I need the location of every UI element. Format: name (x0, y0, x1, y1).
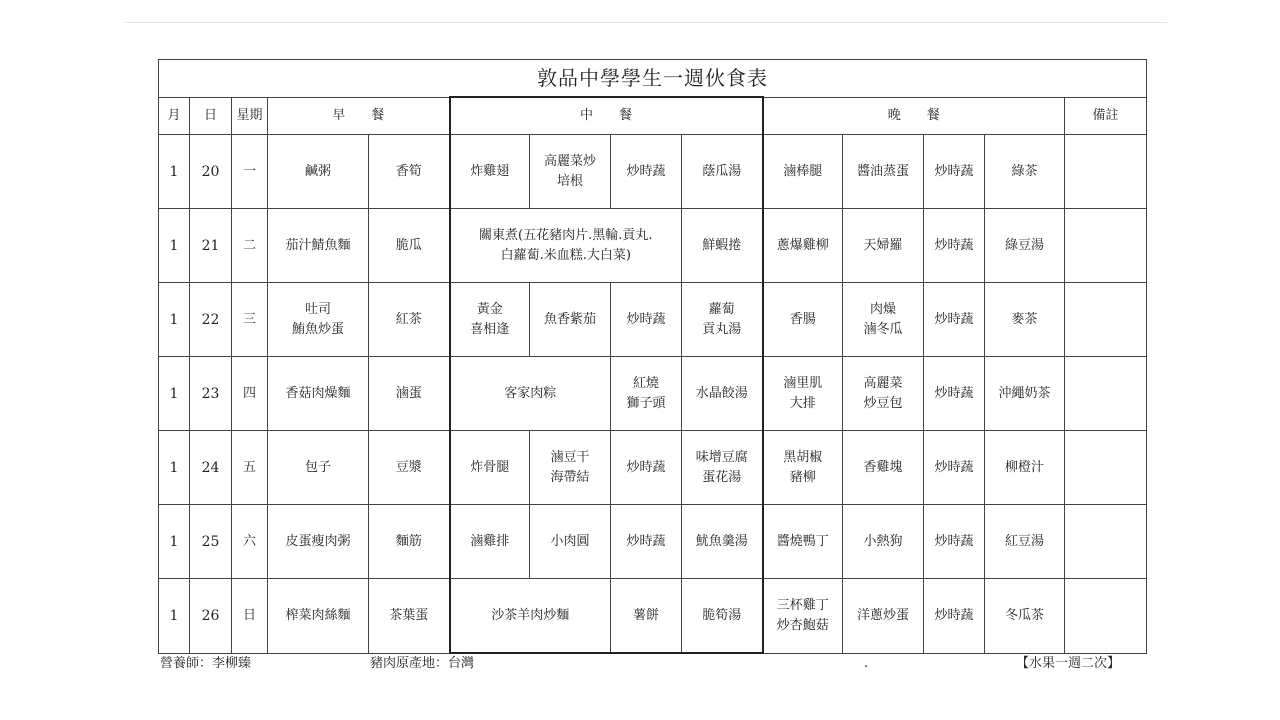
lunch-main-cell (450, 505, 530, 579)
dinner-drink-cell-text: 沖繩奶茶 (998, 385, 1051, 401)
day-cell-text: 23 (201, 385, 220, 402)
dinner-veg-cell (924, 135, 985, 209)
breakfast-main-cell (268, 579, 369, 654)
breakfast-main-cell-text: 鹹粥 (304, 163, 331, 179)
weekday-cell-text: 一 (242, 163, 256, 179)
table-title: 敦品中學學生一週伙食表 (159, 60, 1147, 98)
top-divider (125, 22, 1167, 23)
breakfast-main-cell (268, 283, 369, 357)
breakfast-side-cell-text: 香筍 (395, 163, 422, 179)
dinner-drink-cell-text: 柳橙汁 (1004, 459, 1044, 475)
lunch-side-cell-text: 小肉圓 (550, 533, 590, 549)
day-cell (190, 135, 232, 209)
day-cell-text: 22 (201, 311, 220, 328)
lunch-veg-cell-text: 炒時蔬 (626, 533, 666, 549)
header-breakfast: 早 餐 (268, 97, 450, 135)
dinner-main-cell (763, 579, 843, 654)
table-row (159, 505, 1147, 579)
dinner-drink-cell-text: 紅豆湯 (1004, 533, 1044, 549)
lunch-veg-cell (611, 357, 682, 431)
lunch-veg-cell-text: 炒時蔬 (626, 459, 666, 475)
table-row (159, 431, 1147, 505)
dinner-side-cell-text: 高麗菜 炒豆包 (863, 375, 903, 411)
breakfast-side-cell (369, 357, 450, 431)
weekday-cell-text: 六 (242, 533, 256, 549)
day-cell (190, 505, 232, 579)
day-cell (190, 579, 232, 654)
breakfast-side-cell-text: 脆瓜 (395, 237, 422, 253)
dinner-veg-cell (924, 579, 985, 654)
breakfast-side-cell (369, 283, 450, 357)
weekday-cell-text: 四 (242, 385, 256, 401)
note-cell (1065, 505, 1147, 579)
month-cell (159, 505, 190, 579)
month-cell-text: 1 (169, 385, 179, 402)
lunch-combo-cell (450, 209, 682, 283)
month-cell-text: 1 (169, 459, 179, 476)
dinner-main-cell-text: 滷棒腿 (783, 163, 823, 179)
lunch-combo-cell-text: 關東煮(五花豬肉片.黑輪.貢丸. 白蘿蔔.米血糕.大白菜) (479, 227, 653, 263)
dinner-side-cell-text: 天婦羅 (863, 237, 903, 253)
lunch-soup-cell (682, 505, 763, 579)
pork-origin-text: 豬肉原產地：台灣 (370, 656, 475, 671)
dinner-side-cell-text: 洋蔥炒蛋 (856, 607, 909, 623)
breakfast-side-cell (369, 505, 450, 579)
month-cell (159, 135, 190, 209)
header-weekday: 星期 (232, 97, 268, 135)
dinner-drink-cell-text: 綠茶 (1011, 163, 1038, 179)
header-row (159, 97, 1147, 135)
note-cell (1065, 357, 1147, 431)
dinner-drink-cell (985, 209, 1065, 283)
dinner-main-cell-text: 蔥爆雞柳 (776, 237, 829, 253)
lunch-veg-cell-text: 薯餅 (632, 607, 659, 623)
dinner-main-cell (763, 357, 843, 431)
dinner-main-cell-text: 滷里肌 大排 (783, 375, 823, 411)
weekday-cell-text: 三 (242, 311, 256, 327)
day-cell-text: 20 (201, 163, 220, 180)
breakfast-main-cell-text: 吐司 鮪魚炒蛋 (291, 301, 344, 337)
lunch-main-cell-text: 炸雞翅 (470, 163, 510, 179)
dinner-side-cell (843, 357, 924, 431)
breakfast-side-cell (369, 135, 450, 209)
breakfast-side-cell (369, 579, 450, 654)
weekday-cell (232, 357, 268, 431)
lunch-veg-cell-text: 炒時蔬 (626, 311, 666, 327)
dinner-veg-cell-text: 炒時蔬 (934, 311, 974, 327)
dinner-drink-cell-text: 綠豆湯 (1004, 237, 1044, 253)
lunch-soup-cell (682, 283, 763, 357)
lunch-soup-cell-text: 脆筍湯 (702, 607, 742, 623)
weekday-cell (232, 505, 268, 579)
lunch-soup-cell-text: 鮮蝦捲 (702, 237, 742, 253)
breakfast-side-cell-text: 滷蛋 (395, 385, 422, 401)
dinner-veg-cell (924, 505, 985, 579)
menu-sheet (158, 59, 1146, 654)
month-cell (159, 579, 190, 654)
table-row (159, 579, 1147, 654)
dinner-side-cell (843, 579, 924, 654)
lunch-side-cell (530, 431, 611, 505)
dinner-drink-cell (985, 579, 1065, 654)
lunch-soup-cell (682, 209, 763, 283)
lunch-soup-cell-text: 蔭瓜湯 (702, 163, 742, 179)
lunch-veg-cell (611, 135, 682, 209)
lunch-main-cell-text: 炸骨腿 (470, 459, 510, 475)
dinner-main-cell (763, 283, 843, 357)
header-dinner: 晚 餐 (763, 97, 1065, 135)
dinner-side-cell-text: 香雞塊 (863, 459, 903, 475)
dinner-veg-cell (924, 431, 985, 505)
dinner-main-cell-text: 三杯雞丁 炒杏鮑菇 (776, 597, 829, 633)
dinner-drink-cell (985, 283, 1065, 357)
dinner-drink-cell-text: 冬瓜茶 (1004, 607, 1044, 623)
lunch-main-cell-text: 滷雞排 (470, 533, 510, 549)
dinner-drink-cell-text: 麥茶 (1011, 311, 1038, 327)
note-cell (1065, 431, 1147, 505)
month-cell-text: 1 (169, 311, 179, 328)
lunch-main-cell (450, 283, 530, 357)
lunch-side-cell-text: 高麗菜炒 培根 (543, 153, 596, 189)
dinner-main-cell (763, 431, 843, 505)
lunch-combo-cell-text: 客家肉粽 (504, 385, 557, 401)
day-cell (190, 283, 232, 357)
lunch-main-cell (450, 431, 530, 505)
lunch-veg-cell (611, 505, 682, 579)
dinner-side-cell (843, 505, 924, 579)
dinner-side-cell (843, 431, 924, 505)
footer-dot: . (864, 656, 869, 671)
note-cell (1065, 579, 1147, 654)
dinner-veg-cell-text: 炒時蔬 (934, 607, 974, 623)
header-lunch: 中 餐 (450, 97, 763, 135)
note-cell (1065, 283, 1147, 357)
lunch-soup-cell-text: 蘿蔔 貢丸湯 (702, 301, 742, 337)
day-cell-text: 24 (201, 459, 220, 476)
lunch-soup-cell (682, 579, 763, 654)
dinner-veg-cell (924, 283, 985, 357)
dinner-side-cell (843, 135, 924, 209)
month-cell (159, 209, 190, 283)
dinner-main-cell (763, 135, 843, 209)
dinner-side-cell-text: 醬油蒸蛋 (856, 163, 909, 179)
breakfast-side-cell-text: 茶葉蛋 (389, 607, 429, 623)
footer (158, 654, 1146, 674)
weekday-cell (232, 283, 268, 357)
header-notes: 備註 (1065, 97, 1147, 135)
lunch-soup-cell-text: 水晶餃湯 (695, 385, 748, 401)
weekday-cell (232, 135, 268, 209)
lunch-side-cell (530, 135, 611, 209)
breakfast-main-cell (268, 505, 369, 579)
breakfast-side-cell-text: 豆漿 (395, 459, 422, 475)
table-row (159, 209, 1147, 283)
lunch-soup-cell (682, 431, 763, 505)
dinner-veg-cell-text: 炒時蔬 (934, 459, 974, 475)
header-month: 月 (159, 97, 190, 135)
dinner-veg-cell-text: 炒時蔬 (934, 533, 974, 549)
breakfast-side-cell (369, 209, 450, 283)
dinner-main-cell-text: 香腸 (789, 311, 816, 327)
month-cell-text: 1 (169, 237, 179, 254)
breakfast-side-cell-text: 紅茶 (395, 311, 422, 327)
dinner-drink-cell (985, 505, 1065, 579)
header-day: 日 (190, 97, 232, 135)
breakfast-side-cell (369, 431, 450, 505)
table-row (159, 135, 1147, 209)
table-row (159, 357, 1147, 431)
dinner-veg-cell-text: 炒時蔬 (934, 163, 974, 179)
day-cell (190, 209, 232, 283)
day-cell (190, 431, 232, 505)
fruit-note: 【水果一週二次】 (1015, 656, 1120, 671)
breakfast-main-cell-text: 香菇肉燥麵 (285, 385, 351, 401)
dinner-veg-cell (924, 357, 985, 431)
dinner-main-cell-text: 黑胡椒 豬柳 (783, 449, 823, 485)
month-cell (159, 431, 190, 505)
dinner-side-cell (843, 209, 924, 283)
month-cell (159, 357, 190, 431)
dinner-veg-cell-text: 炒時蔬 (934, 237, 974, 253)
lunch-combo-cell-text: 沙茶羊肉炒麵 (491, 607, 570, 623)
dinner-main-cell (763, 209, 843, 283)
breakfast-side-cell-text: 麵筋 (395, 533, 422, 549)
lunch-veg-cell-text: 炒時蔬 (626, 163, 666, 179)
lunch-soup-cell (682, 135, 763, 209)
breakfast-main-cell (268, 431, 369, 505)
breakfast-main-cell-text: 包子 (304, 459, 331, 475)
dinner-veg-cell-text: 炒時蔬 (934, 385, 974, 401)
lunch-combo-cell (450, 579, 611, 654)
day-cell (190, 357, 232, 431)
lunch-side-cell-text: 魚香紫茄 (543, 311, 596, 327)
lunch-side-cell (530, 505, 611, 579)
lunch-combo-cell (450, 357, 611, 431)
lunch-soup-cell (682, 357, 763, 431)
weekday-cell-text: 五 (242, 459, 256, 475)
lunch-veg-cell (611, 283, 682, 357)
lunch-veg-cell (611, 431, 682, 505)
breakfast-main-cell-text: 皮蛋瘦肉粥 (285, 533, 351, 549)
lunch-veg-cell-text: 紅燒 獅子頭 (626, 375, 666, 411)
weekday-cell (232, 431, 268, 505)
table-row (159, 283, 1147, 357)
lunch-side-cell-text: 滷豆干 海帶結 (550, 449, 590, 485)
weekday-cell (232, 579, 268, 654)
dinner-drink-cell (985, 431, 1065, 505)
lunch-soup-cell-text: 魷魚羹湯 (695, 533, 748, 549)
lunch-veg-cell (611, 579, 682, 654)
month-cell-text: 1 (169, 533, 179, 550)
weekday-cell-text: 二 (242, 237, 256, 253)
breakfast-main-cell (268, 135, 369, 209)
day-cell-text: 21 (201, 237, 220, 254)
nutritionist-text: 營養師：李柳臻 (160, 656, 252, 671)
lunch-soup-cell-text: 味增豆腐 蛋花湯 (695, 449, 748, 485)
dinner-side-cell (843, 283, 924, 357)
dinner-drink-cell (985, 357, 1065, 431)
dinner-drink-cell (985, 135, 1065, 209)
lunch-main-cell (450, 135, 530, 209)
breakfast-main-cell (268, 209, 369, 283)
weekday-cell (232, 209, 268, 283)
breakfast-main-cell-text: 榨菜肉絲麵 (285, 607, 351, 623)
month-cell-text: 1 (169, 607, 179, 624)
breakfast-main-cell-text: 茄汁鯖魚麵 (285, 237, 351, 253)
note-cell (1065, 135, 1147, 209)
note-cell (1065, 209, 1147, 283)
month-cell-text: 1 (169, 163, 179, 180)
lunch-main-cell-text: 黃金 喜相逢 (470, 301, 510, 337)
day-cell-text: 25 (201, 533, 220, 550)
weekly-menu-table (158, 59, 1147, 654)
day-cell-text: 26 (201, 607, 220, 624)
lunch-side-cell (530, 283, 611, 357)
weekday-cell-text: 日 (242, 607, 256, 623)
dinner-main-cell (763, 505, 843, 579)
dinner-veg-cell (924, 209, 985, 283)
month-cell (159, 283, 190, 357)
dinner-side-cell-text: 小熱狗 (863, 533, 903, 549)
dinner-main-cell-text: 醬燒鴨丁 (776, 533, 829, 549)
breakfast-main-cell (268, 357, 369, 431)
dinner-side-cell-text: 肉燥 滷冬瓜 (863, 301, 903, 337)
